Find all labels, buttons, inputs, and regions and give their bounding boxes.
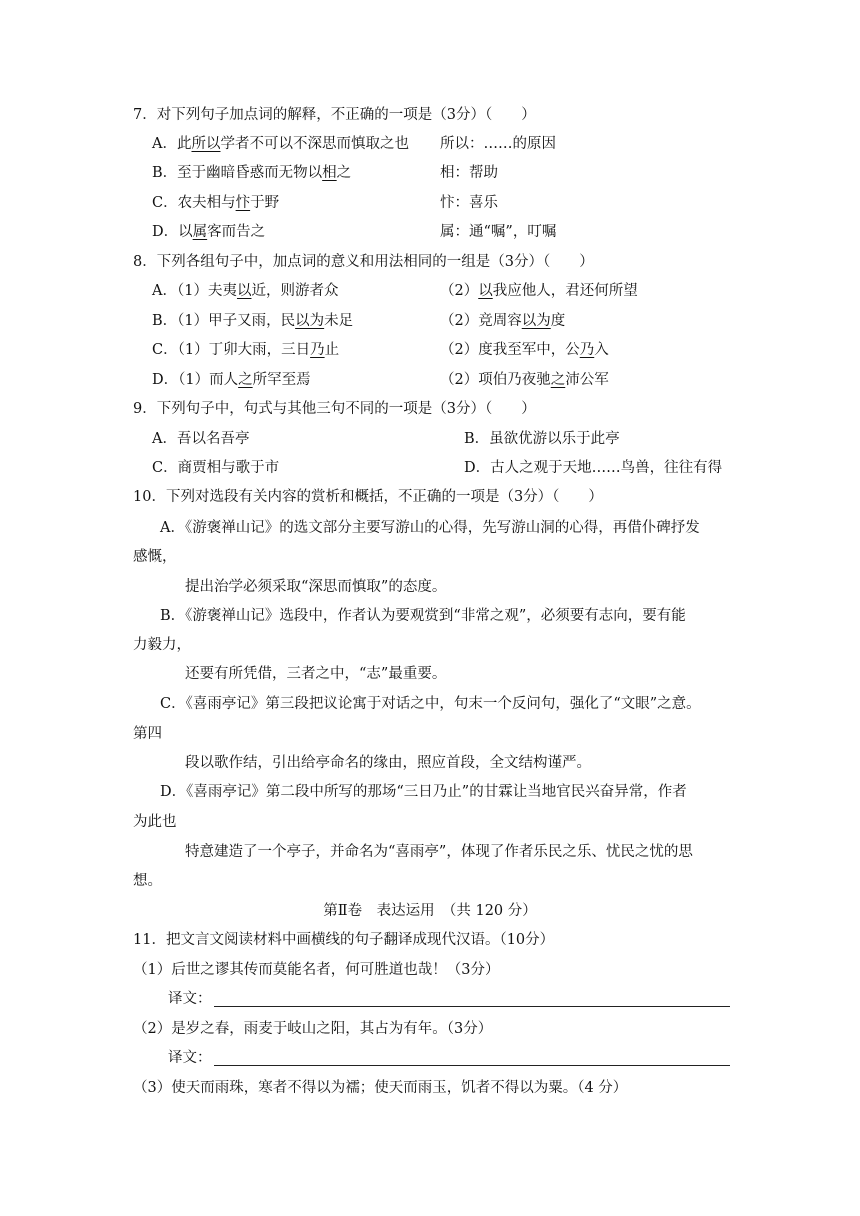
dotted-word: 相 <box>322 165 337 181</box>
q9-option-d: D．古人之观于天地……鸟兽，往往有得 <box>464 460 723 476</box>
dotted-word: 以 <box>478 283 493 299</box>
q7-option-a: A．此所以学者不可以不深思而慎取之也 <box>152 136 409 152</box>
dotted-word: 以为 <box>521 313 551 329</box>
dotted-word: 属 <box>192 224 208 240</box>
q7-stem: 7．对下列句子加点词的解释，不正确的一项是（3分）（ ） <box>133 107 536 123</box>
q8-option-c-s1: C．（1）丁卯大雨，三日乃止 <box>152 342 340 358</box>
q11-answer-label-2: 译文： <box>168 1050 212 1066</box>
q11-answer-label-1: 译文： <box>168 991 212 1007</box>
q10-option-d-line1: D．《喜雨亭记》第二段中所写的那场“三日乃止”的甘霖让当地官民兴奋异常，作者 <box>160 784 687 800</box>
q7-option-b: B．至于幽暗昏惑而无物以相之 <box>152 165 352 181</box>
q11-sentence-1: （1）后世之谬其传而莫能名者，何可胜道也哉！（3分） <box>133 962 500 978</box>
q8-option-c-s2: （2）度我至军中，公乃入 <box>440 342 609 358</box>
q10-option-a-line2: 感慨， <box>133 549 177 565</box>
answer-line-1[interactable] <box>214 1006 730 1007</box>
q8-option-b-s1: B．（1）甲子又雨，民以为未足 <box>152 313 354 329</box>
q7-gloss-a: 所以：……的原因 <box>440 136 556 152</box>
q10-option-a-line1: A．《游褒禅山记》的选文部分主要写游山的心得，先写游山洞的心得，再借仆碑抒发 <box>160 520 700 536</box>
q10-option-b-line1: B．《游褒禅山记》选段中，作者认为要观赏到“非常之观”，必须要有志向，要有能 <box>160 608 686 624</box>
q9-option-a: A．吾以名吾亭 <box>152 431 250 447</box>
q8-stem: 8．下列各组句子中，加点词的意义和用法相同的一组是（3分）（ ） <box>133 254 594 270</box>
q7-gloss-c: 忭：喜乐 <box>440 195 498 211</box>
q10-option-c-line3: 段以歌作结，引出给亭命名的缘由，照应首段，全文结构谨严。 <box>185 755 591 771</box>
q11-sentence-2: （2）是岁之春，雨麦于岐山之阳，其占为有年。（3分） <box>133 1021 493 1037</box>
answer-line-2[interactable] <box>214 1065 730 1066</box>
q8-option-d-s2: （2）项伯乃夜驰之沛公军 <box>440 372 609 388</box>
q9-option-b: B．虽欲优游以乐于此亭 <box>464 431 620 447</box>
dotted-word: 之 <box>238 372 253 388</box>
q10-option-c-line1: C．《喜雨亭记》第三段把议论寓于对话之中，句末一个反问句，强化了“文眼”之意。 <box>160 696 701 712</box>
dotted-word: 所以 <box>191 136 221 152</box>
q8-option-a-s1: A．（1）夫夷以近，则游者众 <box>152 283 339 299</box>
q10-stem: 10．下列对选段有关内容的赏析和概括，不正确的一项是（3分）（ ） <box>133 489 603 505</box>
dotted-word: 以为 <box>295 313 325 329</box>
q10-option-d-line3: 特意建造了一个亭子，并命名为“喜雨亭”，体现了作者乐民之乐、忧民之忧的思 <box>185 844 693 860</box>
dotted-word: 忭 <box>235 195 251 211</box>
q10-option-c-line2: 第四 <box>133 726 162 742</box>
q9-stem: 9．下列句子中，句式与其他三句不同的一项是（3分）（ ） <box>133 401 536 417</box>
q8-option-b-s2: （2）竞周容以为度 <box>440 313 566 329</box>
q9-option-c: C．商贾相与歌于市 <box>152 460 280 476</box>
dotted-word: 乃 <box>310 342 325 358</box>
q11-sentence-3: （3）使天而雨珠，寒者不得以为襦；使天而雨玉，饥者不得以为粟。（4 分） <box>133 1080 628 1096</box>
q7-option-d: D．以属客而告之 <box>152 224 266 240</box>
q10-option-b-line2: 力毅力， <box>133 637 191 653</box>
section-title: 第Ⅱ卷 表达运用 （共 120 分） <box>323 903 537 919</box>
q10-option-a-line3: 提出治学必须采取“深思而慎取”的态度。 <box>185 579 447 595</box>
q11-stem: 11．把文言文阅读材料中画横线的句子翻译成现代汉语。（10分） <box>133 932 555 948</box>
dotted-word: 以 <box>236 283 252 299</box>
q7-option-c: C．农夫相与忭于野 <box>152 195 280 211</box>
q8-option-d-s1: D．（1）而人之所罕至焉 <box>152 372 311 388</box>
q10-option-d-line4: 想。 <box>133 873 162 889</box>
q10-option-b-line3: 还要有所凭借，三者之中，“志”最重要。 <box>185 666 447 682</box>
q8-option-a-s2: （2）以我应他人，君还何所望 <box>440 283 638 299</box>
q10-option-d-line2: 为此也 <box>133 814 177 830</box>
q7-gloss-d: 属：通“嘱”，叮嘱 <box>440 224 557 240</box>
dotted-word: 之 <box>550 372 566 388</box>
q7-gloss-b: 相：帮助 <box>440 165 498 181</box>
dotted-word: 乃 <box>579 342 595 358</box>
